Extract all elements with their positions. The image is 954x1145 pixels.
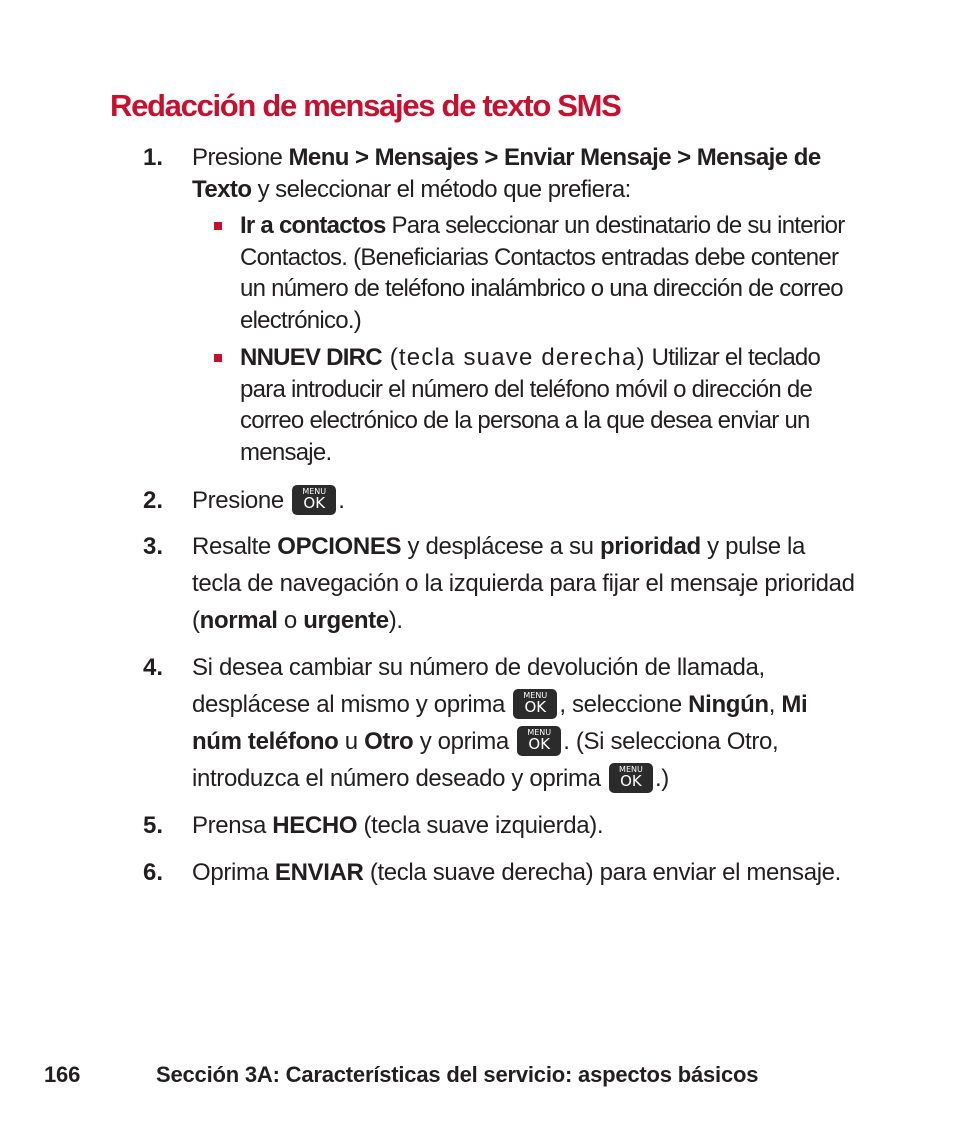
step-text: Presione Menu > Mensajes > Enviar Mensaje > Mensaje de Texto y seleccionar el método que prefiera: <box>192 144 821 203</box>
step-text: Si desea cambiar su número de devolución de llamada, desplácese al mismo y oprima MENU OK , seleccione Ningún, Mi núm teléfono u Otro y oprima MENU OK . (Si selecciona Otro, introduzca el número deseado y oprima MENU OK .) <box>192 654 808 792</box>
menu-ok-key-icon: MENU OK <box>513 689 557 719</box>
bullet-label: Ir a contactos <box>240 212 386 239</box>
bullet-marker <box>214 354 222 362</box>
step-text: Oprima ENVIAR (tecla suave derecha) para enviar el mensaje. <box>192 859 841 886</box>
step-text: Prensa HECHO (tecla suave izquierda). <box>192 812 604 839</box>
step-number: 2. <box>143 487 164 514</box>
step-number: 1. <box>143 144 164 171</box>
menu-ok-key-icon: MENU OK <box>609 763 653 793</box>
page-number: 166 <box>44 1062 81 1087</box>
section-title: Sección 3A: Características del servicio: aspectos básicos <box>156 1062 759 1087</box>
bullet-marker <box>214 222 222 230</box>
step-text: Resalte OPCIONES y desplácese a su prioridad y pulse la tecla de navegación o la izquierda para fijar el mensaje prioridad (normal o urgente). <box>192 533 855 634</box>
menu-ok-key-icon: MENU OK <box>517 726 561 756</box>
step-number: 4. <box>143 654 164 681</box>
step-text: Presione MENU OK . <box>192 487 345 514</box>
menu-ok-key-icon: MENU OK <box>292 485 336 515</box>
page-title: Redacción de mensajes de texto SMS <box>110 88 621 123</box>
step-number: 3. <box>143 533 164 560</box>
step-number: 6. <box>143 859 164 886</box>
step-number: 5. <box>143 812 164 839</box>
bullet-ir-a-contactos: Ir a contactos Para seleccionar un destinatario de su interior Contactos. (Beneficiarias Contactos entradas debe contener un número de teléfono inalámbrico o una dirección de correo electrónico.) <box>240 212 845 334</box>
bullet-label: NNUEV DIRC <box>240 344 382 371</box>
bullet-nnuev-dirc: NNUEV DIRC (tecla suave derecha) Utilizar el teclado para introducir el número del teléfono móvil o dirección de correo electrónico de la persona a la que desea enviar un mensaje. <box>240 344 821 466</box>
menu-path: Menu > Mensajes > Enviar Mensaje > Mensaje de Texto <box>192 144 821 203</box>
